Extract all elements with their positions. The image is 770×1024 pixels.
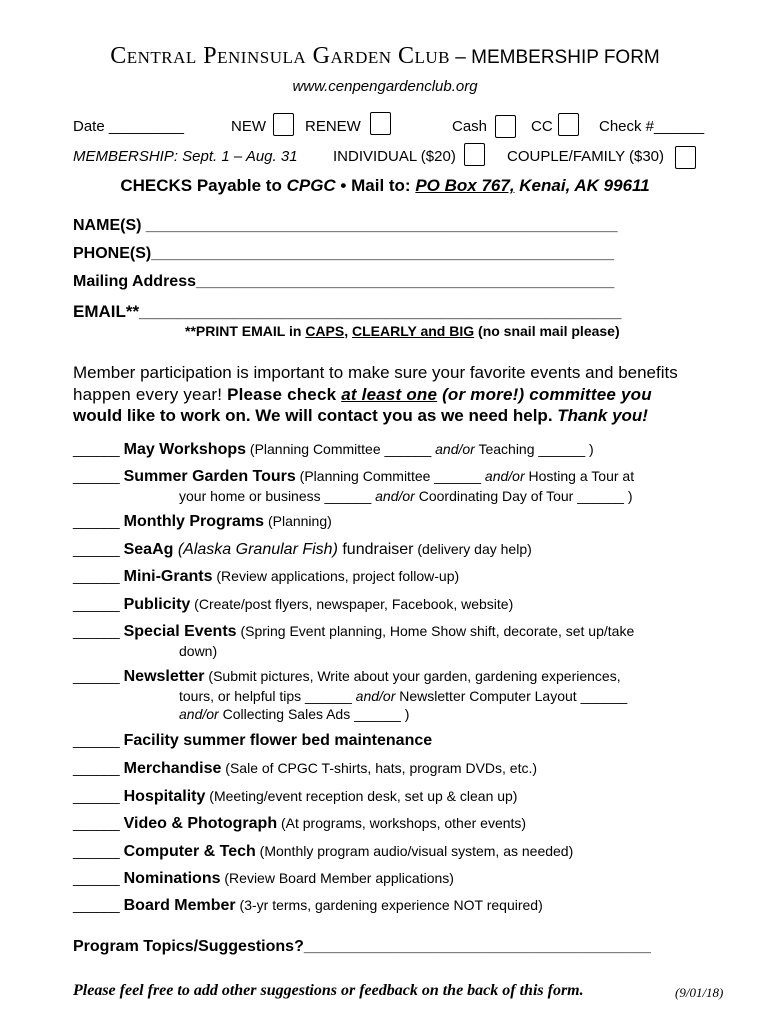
committee-detail-2: Hosting a Tour at [524,468,635,484]
individual-label: INDIVIDUAL ($20) [333,148,456,165]
and-or: and/or [375,488,415,504]
committee-row [73,843,573,861]
p2c: at least one [341,385,438,404]
cash-checkbox[interactable] [495,115,516,138]
check-number-field[interactable]: Check #______ [599,118,705,135]
note-clearly: CLEARLY and BIG [352,323,475,339]
committee-detail: (At programs, workshops, other events) [277,815,527,831]
committee-detail-continued [179,706,409,722]
committee-row [73,623,634,641]
revision-date: (9/01/18) [675,985,724,1000]
committee-blank[interactable]: ______ [73,732,120,748]
committee-detail: (Meeting/event reception desk, set up & clean up) [205,788,518,804]
committee-detail: (Create/post flyers, newspaper, Facebook, website) [190,596,514,612]
committee-row [73,513,332,531]
individual-checkbox[interactable] [464,143,485,166]
renew-checkbox[interactable] [370,112,391,135]
committee-row [73,815,526,833]
committee-detail: (Spring Event planning, Home Show shift, decorate, set up/take [236,623,635,639]
committee-blank[interactable]: ______ [73,897,120,913]
org-name: Central Peninsula Garden Club [110,43,451,69]
website-url[interactable]: www.cenpengardenclub.org [292,78,478,95]
committee-detail: (3-yr terms, gardening experience NOT required) [235,897,543,913]
and-or: and/or [435,441,475,457]
form-name: – MEMBERSHIP FORM [450,47,660,68]
committee-blank[interactable]: ______ [73,788,120,804]
committee-detail-continued [179,643,217,659]
form-title [0,43,770,70]
note-a: **PRINT EMAIL in [185,323,306,339]
committee-name: Nominations [123,870,221,887]
committee-row [73,870,454,888]
committee-detail: (Submit pictures, Write about your garden, gardening experiences, [204,668,621,684]
committee-blank[interactable]: ______ [73,513,120,529]
committee-detail: (Planning Committee ______ [295,468,485,484]
committee-blank[interactable]: ______ [73,668,120,684]
committee-sub: down) [179,643,218,659]
committee-row [73,596,513,614]
footer-note: Please feel free to add other suggestions or feedback on the back of this form. [73,982,584,999]
mail-to-label: • Mail to: [335,176,416,195]
committee-name: Facility summer flower bed maintenance [123,732,433,749]
committee-detail-2: (delivery day help) [413,541,532,557]
committee-name: Special Events [123,623,237,640]
committee-name: SeaAg [123,541,174,558]
po-box: PO Box 767, [415,176,515,195]
committee-blank[interactable]: ______ [73,568,120,584]
committee-name: Mini-Grants [123,568,213,585]
committee-blank[interactable]: ______ [73,843,120,859]
payee: CPGC [286,176,336,195]
committee-detail: (Review Board Member applications) [220,870,454,886]
note-caps: CAPS [305,323,345,339]
checks-payable-line [0,176,770,196]
p3b: Thank you! [557,406,648,425]
email-field[interactable]: EMAIL**___________________________________________________ [73,302,622,321]
committee-blank[interactable]: ______ [73,760,120,776]
participation-line-3 [73,405,648,427]
note-e: (no snail mail please) [474,323,620,339]
committee-detail-2: Teaching ______ ) [474,441,594,457]
date-field[interactable]: Date _________ [73,118,184,135]
name-field[interactable]: NAME(S) _____________________________________________________ [73,217,618,234]
committee-blank[interactable]: ______ [73,468,120,484]
committee-detail: (Planning Committee ______ [246,441,436,457]
renew-label: RENEW [305,118,361,135]
and-or: and/or [484,468,525,484]
committee-name: May Workshops [123,441,247,458]
committee-name: Computer & Tech [123,843,256,860]
participation-line-1: Member participation is important to make sure your favorite events and benefits [73,363,678,382]
committee-row [73,541,532,559]
p2d: (or more!) committee you [437,385,652,404]
and-or: and/or [179,706,219,722]
committee-blank[interactable]: ______ [73,541,120,557]
couple-label: COUPLE/FAMILY ($30) [507,148,665,165]
committee-name: Video & Photograph [123,815,278,832]
new-checkbox[interactable] [273,113,294,136]
committee-blank[interactable]: ______ [73,870,120,886]
committee-sub-2: Coordinating Day of Tour ______ ) [414,488,633,504]
committee-detail: fundraiser [337,541,414,558]
participation-line-2 [73,384,652,406]
checks-prefix: CHECKS Payable to [120,176,287,195]
committee-detail-continued [179,488,632,504]
committee-row [73,760,537,778]
new-label: NEW [231,118,266,135]
membership-period: MEMBERSHIP: Sept. 1 – Aug. 31 [73,148,298,165]
p2a: happen every year! [73,385,228,404]
cc-label: CC [531,118,553,135]
committee-name: Summer Garden Tours [123,468,296,485]
committee-sub-2: Newsletter Computer Layout ______ [395,688,628,704]
phone-field[interactable]: PHONE(S)____________________________________________________ [73,245,614,262]
note-c: , [344,323,352,339]
committee-row [73,732,432,750]
committee-name: Monthly Programs [123,513,265,530]
committee-name: Newsletter [123,668,205,685]
committee-row [73,788,517,806]
committee-detail: (Planning) [264,513,332,529]
committee-row [73,568,459,586]
and-or: and/or [355,688,396,704]
committee-detail: (Sale of CPGC T-shirts, hats, program DVDs, etc.) [221,760,538,776]
couple-checkbox[interactable] [675,146,696,169]
committee-detail: (Monthly program audio/visual system, as needed) [255,843,574,859]
cc-checkbox[interactable] [558,113,579,136]
committee-detail-continued [179,688,627,704]
committee-row [73,468,634,486]
committee-name: Merchandise [123,760,222,777]
committee-row [73,897,543,915]
committee-name: Hospitality [123,788,206,805]
cash-label: Cash [452,118,488,135]
committee-italic: (Alaska Granular Fish) [173,541,338,558]
city: Kenai, AK 99611 [514,176,650,195]
committee-name: Board Member [123,897,236,914]
committee-sub-2: Collecting Sales Ads ______ ) [218,706,410,722]
p2b: Please check [227,385,342,404]
committee-blank[interactable]: ______ [73,596,120,612]
committee-row [73,441,594,459]
committee-blank[interactable]: ______ [73,815,120,831]
committee-sub: tours, or helpful tips ______ [179,688,356,704]
program-topics-field[interactable]: Program Topics/Suggestions?_______________________________________ [73,938,651,955]
committee-blank[interactable]: ______ [73,623,120,639]
committee-blank[interactable]: ______ [73,441,120,457]
committee-name: Publicity [123,596,191,613]
committee-sub: your home or business ______ [179,488,376,504]
email-note [185,323,620,339]
address-field[interactable]: Mailing Address_______________________________________________ [73,273,615,290]
committee-detail: (Review applications, project follow-up) [212,568,460,584]
committee-row [73,668,621,686]
p3a: would like to work on. We will contact you as we need help. [73,406,558,425]
